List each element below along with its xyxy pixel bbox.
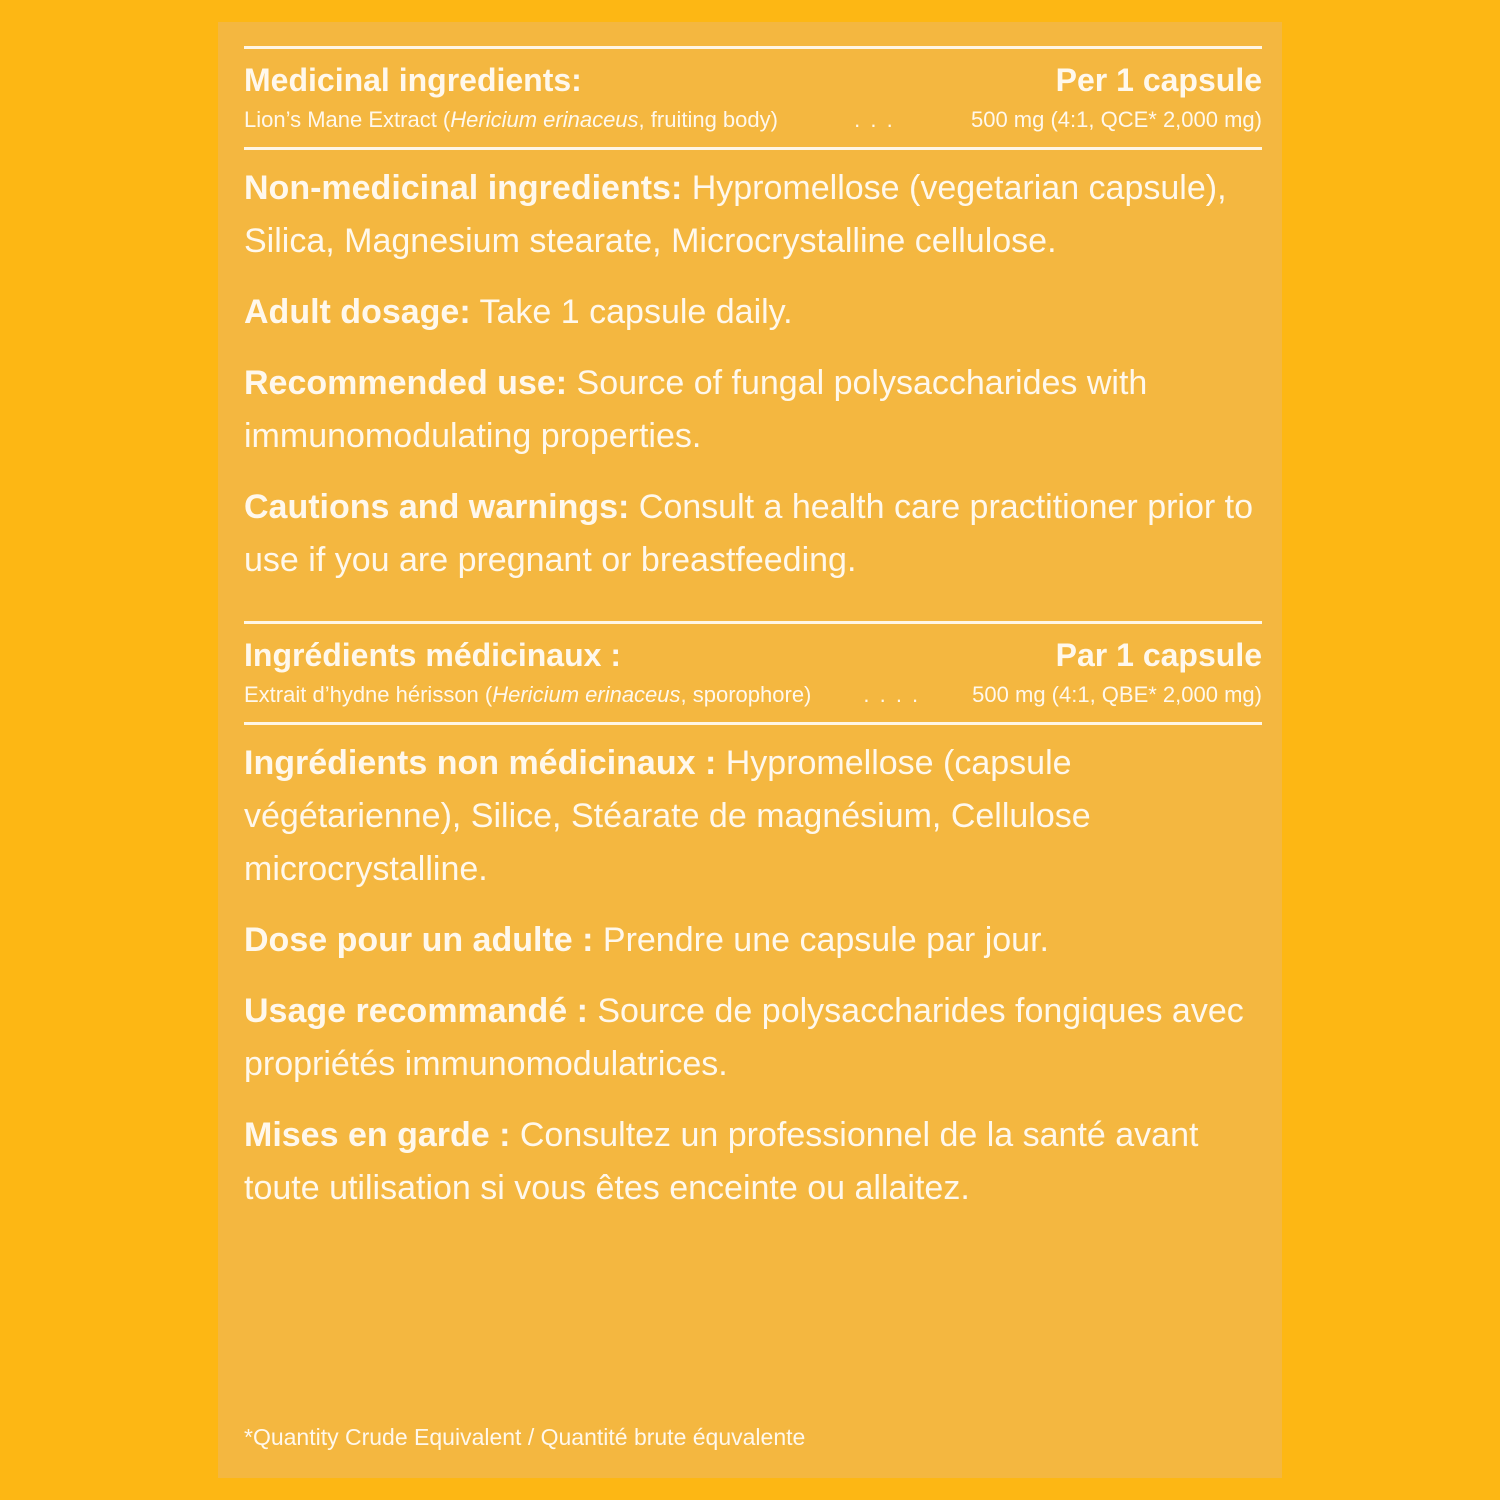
ingredient-name-en — [244, 105, 778, 135]
cautions-label-en: Cautions and warnings: — [244, 488, 630, 526]
ingredient-suffix-fr: , sporophore) — [680, 682, 812, 707]
cautions-en — [244, 481, 1262, 587]
ingredient-latin-fr: Hericium erinaceus — [492, 682, 681, 707]
ingredient-latin-en: Hericium erinaceus — [450, 107, 639, 132]
non-medicinal-text-en: Hypromellose (vegetarian capsule), Silica, Magnesium stearate, Microcrystalline cellulose. — [244, 169, 1227, 260]
leader-dots-fr: . . . . — [863, 682, 921, 707]
label-content — [244, 46, 1262, 1215]
ingredient-row-en — [244, 105, 1262, 135]
mid-rule-en — [244, 147, 1262, 150]
use-label-en: Recommended use: — [244, 364, 568, 402]
french-section — [244, 621, 1262, 1215]
top-rule-fr — [244, 621, 1262, 624]
cautions-text-fr: Consultez un professionnel de la santé avant toute utilisation si vous êtes enceinte ou allaitez. — [244, 1116, 1199, 1207]
medicinal-heading-en: Medicinal ingredients: — [244, 62, 582, 98]
non-medicinal-fr — [244, 737, 1262, 896]
medicinal-heading-fr: Ingrédients médicinaux : — [244, 637, 621, 673]
mid-rule-fr — [244, 722, 1262, 725]
recommended-use-fr — [244, 985, 1262, 1091]
label-panel — [218, 22, 1282, 1478]
use-text-en: Source of fungal polysaccharides with immunomodulating properties. — [244, 364, 1148, 455]
ingredient-prefix-fr: Extrait d’hydne hérisson ( — [244, 682, 493, 707]
non-medicinal-label-fr: Ingrédients non médicinaux : — [244, 744, 717, 782]
ingredient-amount-en: 500 mg (4:1, QCE* 2,000 mg) — [970, 107, 1262, 132]
recommended-use-en — [244, 357, 1262, 463]
leader-dots-en: . . . — [854, 107, 895, 132]
cautions-label-fr: Mises en garde : — [244, 1116, 511, 1154]
medicinal-heading-row-fr — [244, 636, 1262, 674]
dosage-fr — [244, 914, 1262, 967]
dosage-label-fr: Dose pour un adulte : — [244, 921, 594, 959]
medicinal-heading-row-en — [244, 61, 1262, 99]
ingredient-suffix-en: , fruiting body) — [638, 107, 778, 132]
dosage-en — [244, 286, 1262, 339]
per-capsule-en: Per 1 capsule — [1055, 62, 1262, 98]
ingredient-prefix-en: Lion’s Mane Extract ( — [244, 107, 451, 132]
cautions-fr — [244, 1109, 1262, 1215]
ingredient-amount-fr: 500 mg (4:1, QBE* 2,000 mg) — [972, 682, 1262, 707]
dosage-label-en: Adult dosage: — [244, 293, 471, 331]
dosage-text-en: Take 1 capsule daily. — [470, 293, 793, 331]
use-label-fr: Usage recommandé : — [244, 992, 588, 1030]
non-medicinal-text-fr: Hypromellose (capsule végétarienne), Silice, Stéarate de magnésium, Cellulose microcrystalline. — [244, 744, 1091, 888]
dosage-text-fr: Prendre une capsule par jour. — [593, 921, 1049, 959]
ingredient-row-fr — [244, 680, 1262, 710]
use-text-fr: Source de polysaccharides fongiques avec propriétés immunomodulatrices. — [244, 992, 1244, 1083]
non-medicinal-en — [244, 162, 1262, 268]
top-rule-en — [244, 46, 1262, 49]
non-medicinal-label-en: Non-medicinal ingredients: — [244, 169, 683, 207]
ingredient-name-fr — [244, 680, 811, 710]
cautions-text-en: Consult a health care practitioner prior to use if you are pregnant or breastfeeding. — [244, 488, 1254, 579]
per-capsule-fr: Par 1 capsule — [1055, 637, 1262, 673]
footnote: *Quantity Crude Equivalent / Quantité brute équvalente — [244, 1424, 806, 1450]
